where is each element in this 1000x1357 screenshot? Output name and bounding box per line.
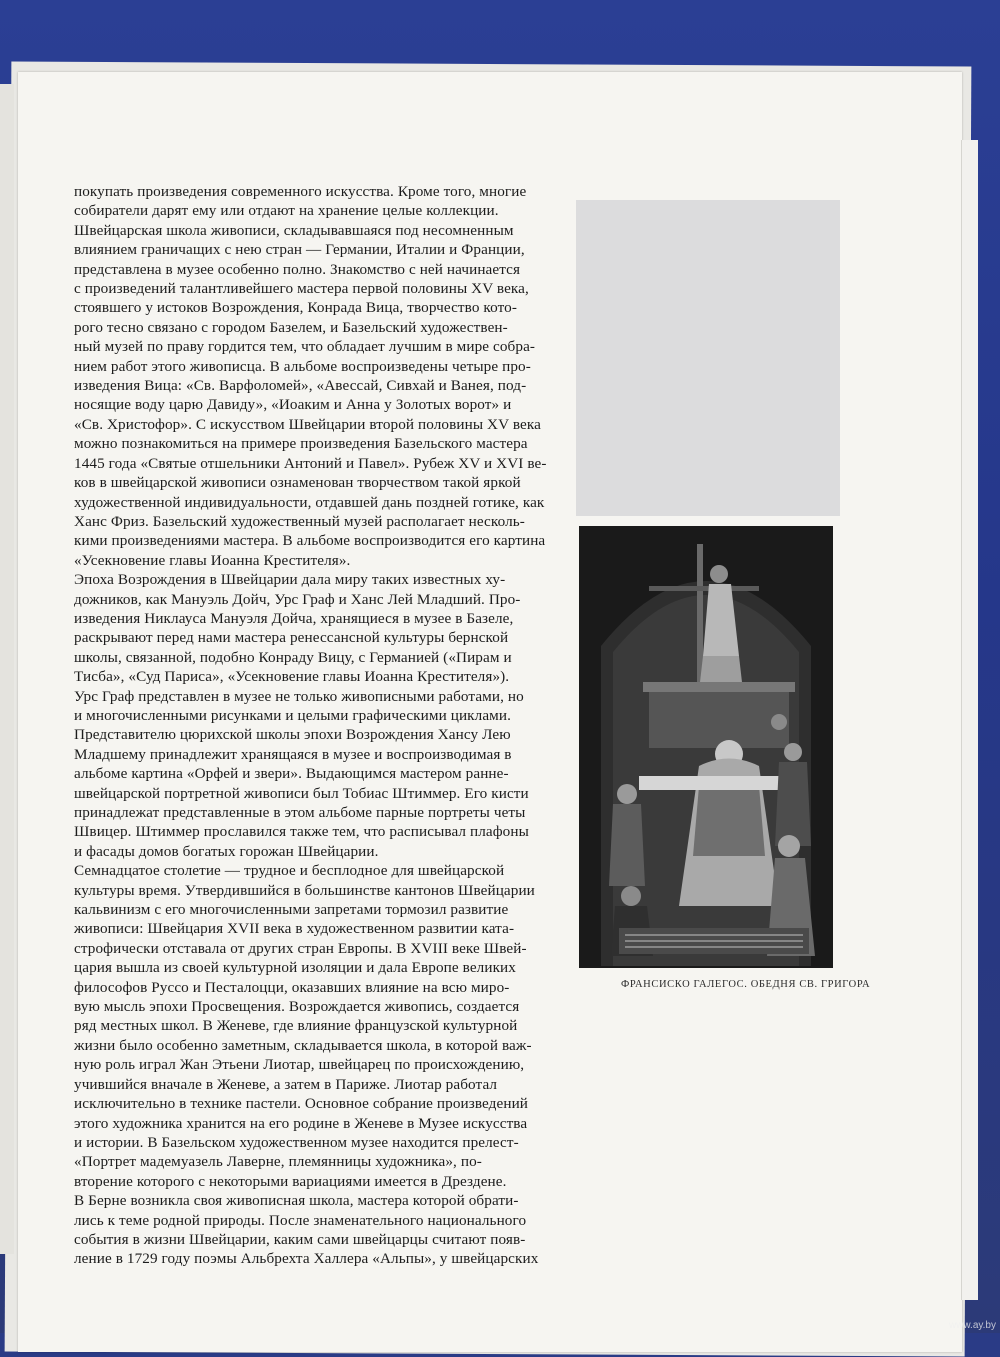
text-line: нием работ этого живописца. В альбоме воспроизведены четыре про- bbox=[74, 357, 531, 375]
text-line: носящие воду царю Давиду», «Иоаким и Анна у Золотых ворот» и bbox=[74, 396, 512, 414]
text-line: и истории. В Базельском художественном музее находится прелест- bbox=[74, 1133, 519, 1151]
text-line: дожников, как Мануэль Дойч, Урс Граф и Ханс Лей Младший. Про- bbox=[74, 590, 521, 608]
text-line: живописи: Швейцария XVII века в художественном развитии ката- bbox=[74, 920, 515, 938]
text-line: принадлежат представленные в этом альбоме парные портреты четы bbox=[74, 804, 526, 821]
text-line: Швицер. Штиммер прославился также тем, что расписывал плафоны bbox=[74, 823, 529, 841]
text-line: Швейцарская школа живописи, складывавшаяся под несомненным bbox=[74, 221, 514, 239]
text-line: философов Руссо и Песталоцци, оказавших влияние на всю миро- bbox=[74, 978, 510, 996]
text-line: рого тесно связано с городом Базелем, и Базельский художествен- bbox=[74, 318, 508, 336]
text-line: 1445 года «Святые отшельники Антоний и Павел». Рубеж XV и XVI ве- bbox=[74, 454, 547, 472]
text-line: учившийся вначале в Женеве, а затем в Париже. Лиотар работал bbox=[74, 1075, 498, 1093]
text-line: с произведений талантливейшего мастера первой половины XV века, bbox=[74, 280, 529, 298]
text-line: школы, связанной, подобно Конраду Вицу, с Германией («Пирам и bbox=[74, 648, 512, 666]
text-line: «Усекновение главы Иоанна Крестителя». bbox=[74, 551, 351, 569]
text-line: жизни было особенно заметным, складывается школа, в которой важ- bbox=[74, 1036, 532, 1054]
text-line: представлена в музее особенно полно. Знакомство с ней начинается bbox=[74, 260, 521, 278]
text-line: ление в 1729 году поэмы Альбрехта Халлера «Альпы», у швейцарских bbox=[74, 1250, 539, 1268]
body-text-column bbox=[74, 182, 547, 1269]
text-line: швейцарской портретной живописи был Тобиас Штиммер. Его кисти bbox=[74, 784, 529, 802]
text-line: ный музей по праву гордится тем, что обладает лучшим в мире собра- bbox=[74, 338, 536, 356]
text-line: ков в швейцарской живописи ознаменован творчеством такой яркой bbox=[74, 474, 521, 492]
text-line: «Портрет мадемуазель Лаверне, племянницы художника», по- bbox=[74, 1153, 482, 1171]
text-line: покупать произведения современного искусства. Кроме того, многие bbox=[74, 183, 527, 200]
page-stack-edge bbox=[961, 140, 978, 1300]
text-line: цария вышла из своей культурной изоляции и дала Европе великих bbox=[74, 959, 516, 977]
text-line: вторение которого с некоторыми вариациями имеется в Дрездене. bbox=[74, 1172, 507, 1190]
text-line: Урс Граф представлен в музее не только живописными работами, но bbox=[74, 687, 524, 705]
text-line: и многочисленными рисунками и целыми графическими циклами. bbox=[74, 706, 512, 724]
watermark-text: www.ay.by bbox=[948, 1320, 996, 1331]
text-line: Ханс Фриз. Базельский художественный музей располагает несколь- bbox=[74, 512, 525, 530]
book-page bbox=[18, 72, 962, 1352]
text-line: Эпоха Возрождения в Швейцарии дала миру таких известных ху- bbox=[74, 571, 506, 589]
text-line: лись к теме родной природы. После знаменательного национального bbox=[74, 1211, 527, 1229]
text-line: Младшему принадлежит хранящаяся в музее и воспроизводимая в bbox=[74, 745, 512, 763]
text-line: ную роль играл Жан Этьени Лиотар, швейцарец по происхождению, bbox=[74, 1056, 525, 1074]
text-line: можно познакомиться на примере произведения Базельского мастера bbox=[74, 435, 528, 453]
text-line: вую мысль эпохи Просвещения. Возрождается живопись, создается bbox=[74, 998, 520, 1016]
text-line: исключительно в технике пастели. Основное собрание произведений bbox=[74, 1095, 529, 1113]
previous-page-edge bbox=[0, 84, 14, 1254]
text-line: и фасады домов богатых горожан Швейцарии. bbox=[74, 842, 379, 860]
text-line: влиянием граничащих с нею стран — Германии, Италии и Франции, bbox=[74, 241, 525, 259]
text-line: В Берне возникла своя живописная школа, мастера которой обрати- bbox=[74, 1192, 519, 1210]
text-line: изведения Вица: «Св. Варфоломей», «Авессай, Сивхай и Ванея, под- bbox=[74, 377, 527, 395]
blank-gray-plate bbox=[576, 200, 840, 516]
text-line: кими произведениями мастера. В альбоме воспроизводится его картина bbox=[74, 532, 546, 550]
text-line: строфически отставала от других стран Европы. В XVIII веке Швей- bbox=[74, 939, 527, 957]
text-line: альбоме картина «Орфей и звери». Выдающимся мастером ранне- bbox=[74, 765, 509, 783]
text-line: художественной индивидуальности, отдавшей дань поздней готике, как bbox=[74, 493, 545, 511]
text-line: раскрывают перед нами мастера ренессансной культуры бернской bbox=[74, 629, 509, 647]
illustration-caption: ФРАНСИСКО ГАЛЕГОС. ОБЕДНЯ СВ. ГРИГОРА bbox=[621, 979, 871, 990]
text-line: Представителю цюрихской школы эпохи Возрождения Хансу Лею bbox=[74, 726, 511, 744]
text-line: события в жизни Швейцарии, каким сами швейцарцы считают появ- bbox=[74, 1230, 526, 1248]
text-line: ряд местных школ. В Женеве, где влияние французской культурной bbox=[74, 1017, 518, 1035]
text-line: собиратели дарят ему или отдают на хранение целые коллекции. bbox=[74, 202, 499, 220]
text-line: культуры время. Утвердившийся в большинстве кантонов Швейцарии bbox=[74, 881, 535, 899]
text-line: Семнадцатое столетие — трудное и бесплодное для швейцарской bbox=[74, 862, 505, 880]
text-line: кальвинизм с его многочисленными запретами тормозил развитие bbox=[74, 901, 509, 919]
text-line: этого художника хранится на его родине в Женеве в Музее искусства bbox=[74, 1114, 528, 1132]
text-line: «Св. Христофор». С искусством Швейцарии второй половины XV века bbox=[74, 415, 541, 433]
text-line: Тисба», «Суд Париса», «Усекновение главы Иоанна Крестителя»). bbox=[74, 668, 510, 686]
text-line: стоявшего у истоков Возрождения, Конрада Вица, творчество кото- bbox=[74, 299, 518, 317]
painting-illustration bbox=[579, 526, 833, 968]
text-line: изведения Никлауса Мануэля Дойча, хранящиеся в музее в Базеле, bbox=[74, 609, 514, 627]
